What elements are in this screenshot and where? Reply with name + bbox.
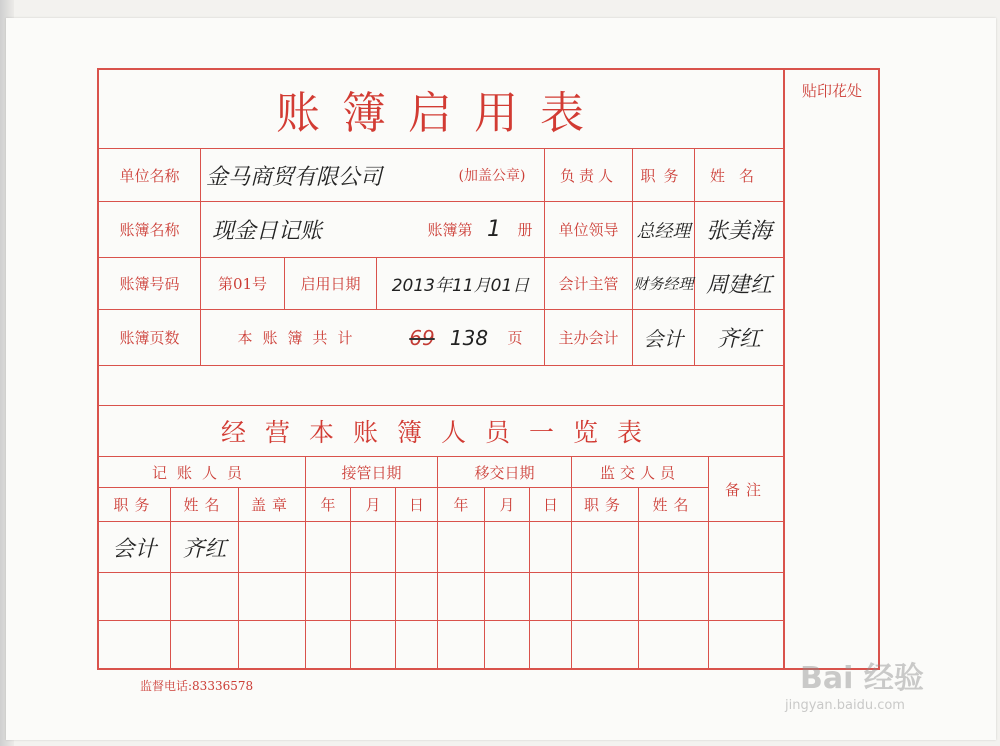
sub-position: 职务 — [113, 496, 156, 514]
pages-label: 账簿页数 — [119, 329, 180, 347]
grid-line — [98, 572, 784, 573]
seal-note: (加盖公章) — [458, 168, 526, 184]
book-name-value: 现金日记账 — [212, 219, 323, 244]
grid-line — [98, 620, 784, 621]
responsible-label: 负责人 — [559, 166, 617, 185]
staff-table-title: 经营本账簿人员一览表 — [220, 418, 661, 447]
pages-unit: 页 — [507, 329, 523, 347]
accounting-head-name: 周建红 — [705, 273, 772, 298]
supervision-hotline: 监督电话:83336578 — [140, 678, 254, 693]
pages-text: 本账簿共计 — [237, 329, 363, 347]
grid-line — [200, 148, 201, 365]
col-remarks: 备注 — [724, 480, 767, 499]
name-label: 姓名 — [709, 166, 768, 185]
sub-seal: 盖章 — [250, 496, 293, 514]
form-title: 账簿启用表 — [276, 88, 606, 139]
unit-name-label: 单位名称 — [119, 166, 180, 185]
accounting-head-position: 财务经理 — [633, 275, 694, 293]
unit-name-value: 金马商贸有限公司 — [206, 164, 383, 190]
row1-name: 齐红 — [182, 536, 227, 562]
start-date-label: 启用日期 — [300, 275, 361, 293]
book-no-suffix: 册 — [517, 221, 533, 239]
baidu-watermark: Bai 经验 — [800, 661, 924, 696]
pages-old-value: 69 — [409, 325, 435, 350]
col-transfer-date: 移交日期 — [474, 463, 535, 482]
col-bookkeeper: 记账人员 — [151, 463, 252, 482]
chief-accountant-position: 会计 — [643, 327, 684, 351]
col-takeover-date: 接管日期 — [341, 463, 402, 482]
stamp-area-label: 贴印花处 — [801, 81, 862, 100]
sub-position2: 职务 — [583, 496, 626, 514]
start-date-value: 2013年11月01日 — [391, 276, 530, 296]
frame-line — [783, 68, 785, 668]
sub-name2: 姓名 — [652, 496, 695, 514]
pages-value: 138 — [449, 325, 489, 350]
chief-accountant-label: 主办会计 — [558, 329, 619, 347]
sub-name: 姓名 — [183, 496, 226, 514]
col-supervisor: 监交人员 — [599, 463, 680, 482]
sub-transfer-month: 月 — [499, 496, 515, 514]
unit-leader-name: 张美海 — [705, 219, 772, 244]
unit-leader-position: 总经理 — [636, 220, 691, 242]
accounting-head-label: 会计主管 — [558, 275, 619, 293]
book-name-label: 账簿名称 — [119, 221, 180, 239]
position-label: 职务 — [640, 166, 687, 185]
book-code-value: 第01号 — [217, 275, 268, 293]
unit-leader-label: 单位领导 — [558, 221, 619, 239]
book-no-value: 1 — [487, 217, 501, 242]
frame-line — [878, 68, 880, 670]
baidu-watermark-url: jingyan.baidu.com — [785, 697, 905, 713]
sub-takeover-month: 月 — [365, 496, 381, 514]
sub-takeover-day: 日 — [408, 496, 424, 514]
sub-transfer-year: 年 — [453, 496, 469, 514]
sub-takeover-year: 年 — [320, 496, 336, 514]
grid-line — [98, 365, 784, 366]
book-code-label: 账簿号码 — [119, 275, 180, 293]
book-no-prefix: 账簿第 — [427, 221, 473, 239]
chief-accountant-name: 齐红 — [716, 327, 761, 352]
frame-line — [97, 668, 880, 670]
sub-transfer-day: 日 — [542, 496, 558, 514]
row1-position: 会计 — [112, 536, 157, 562]
